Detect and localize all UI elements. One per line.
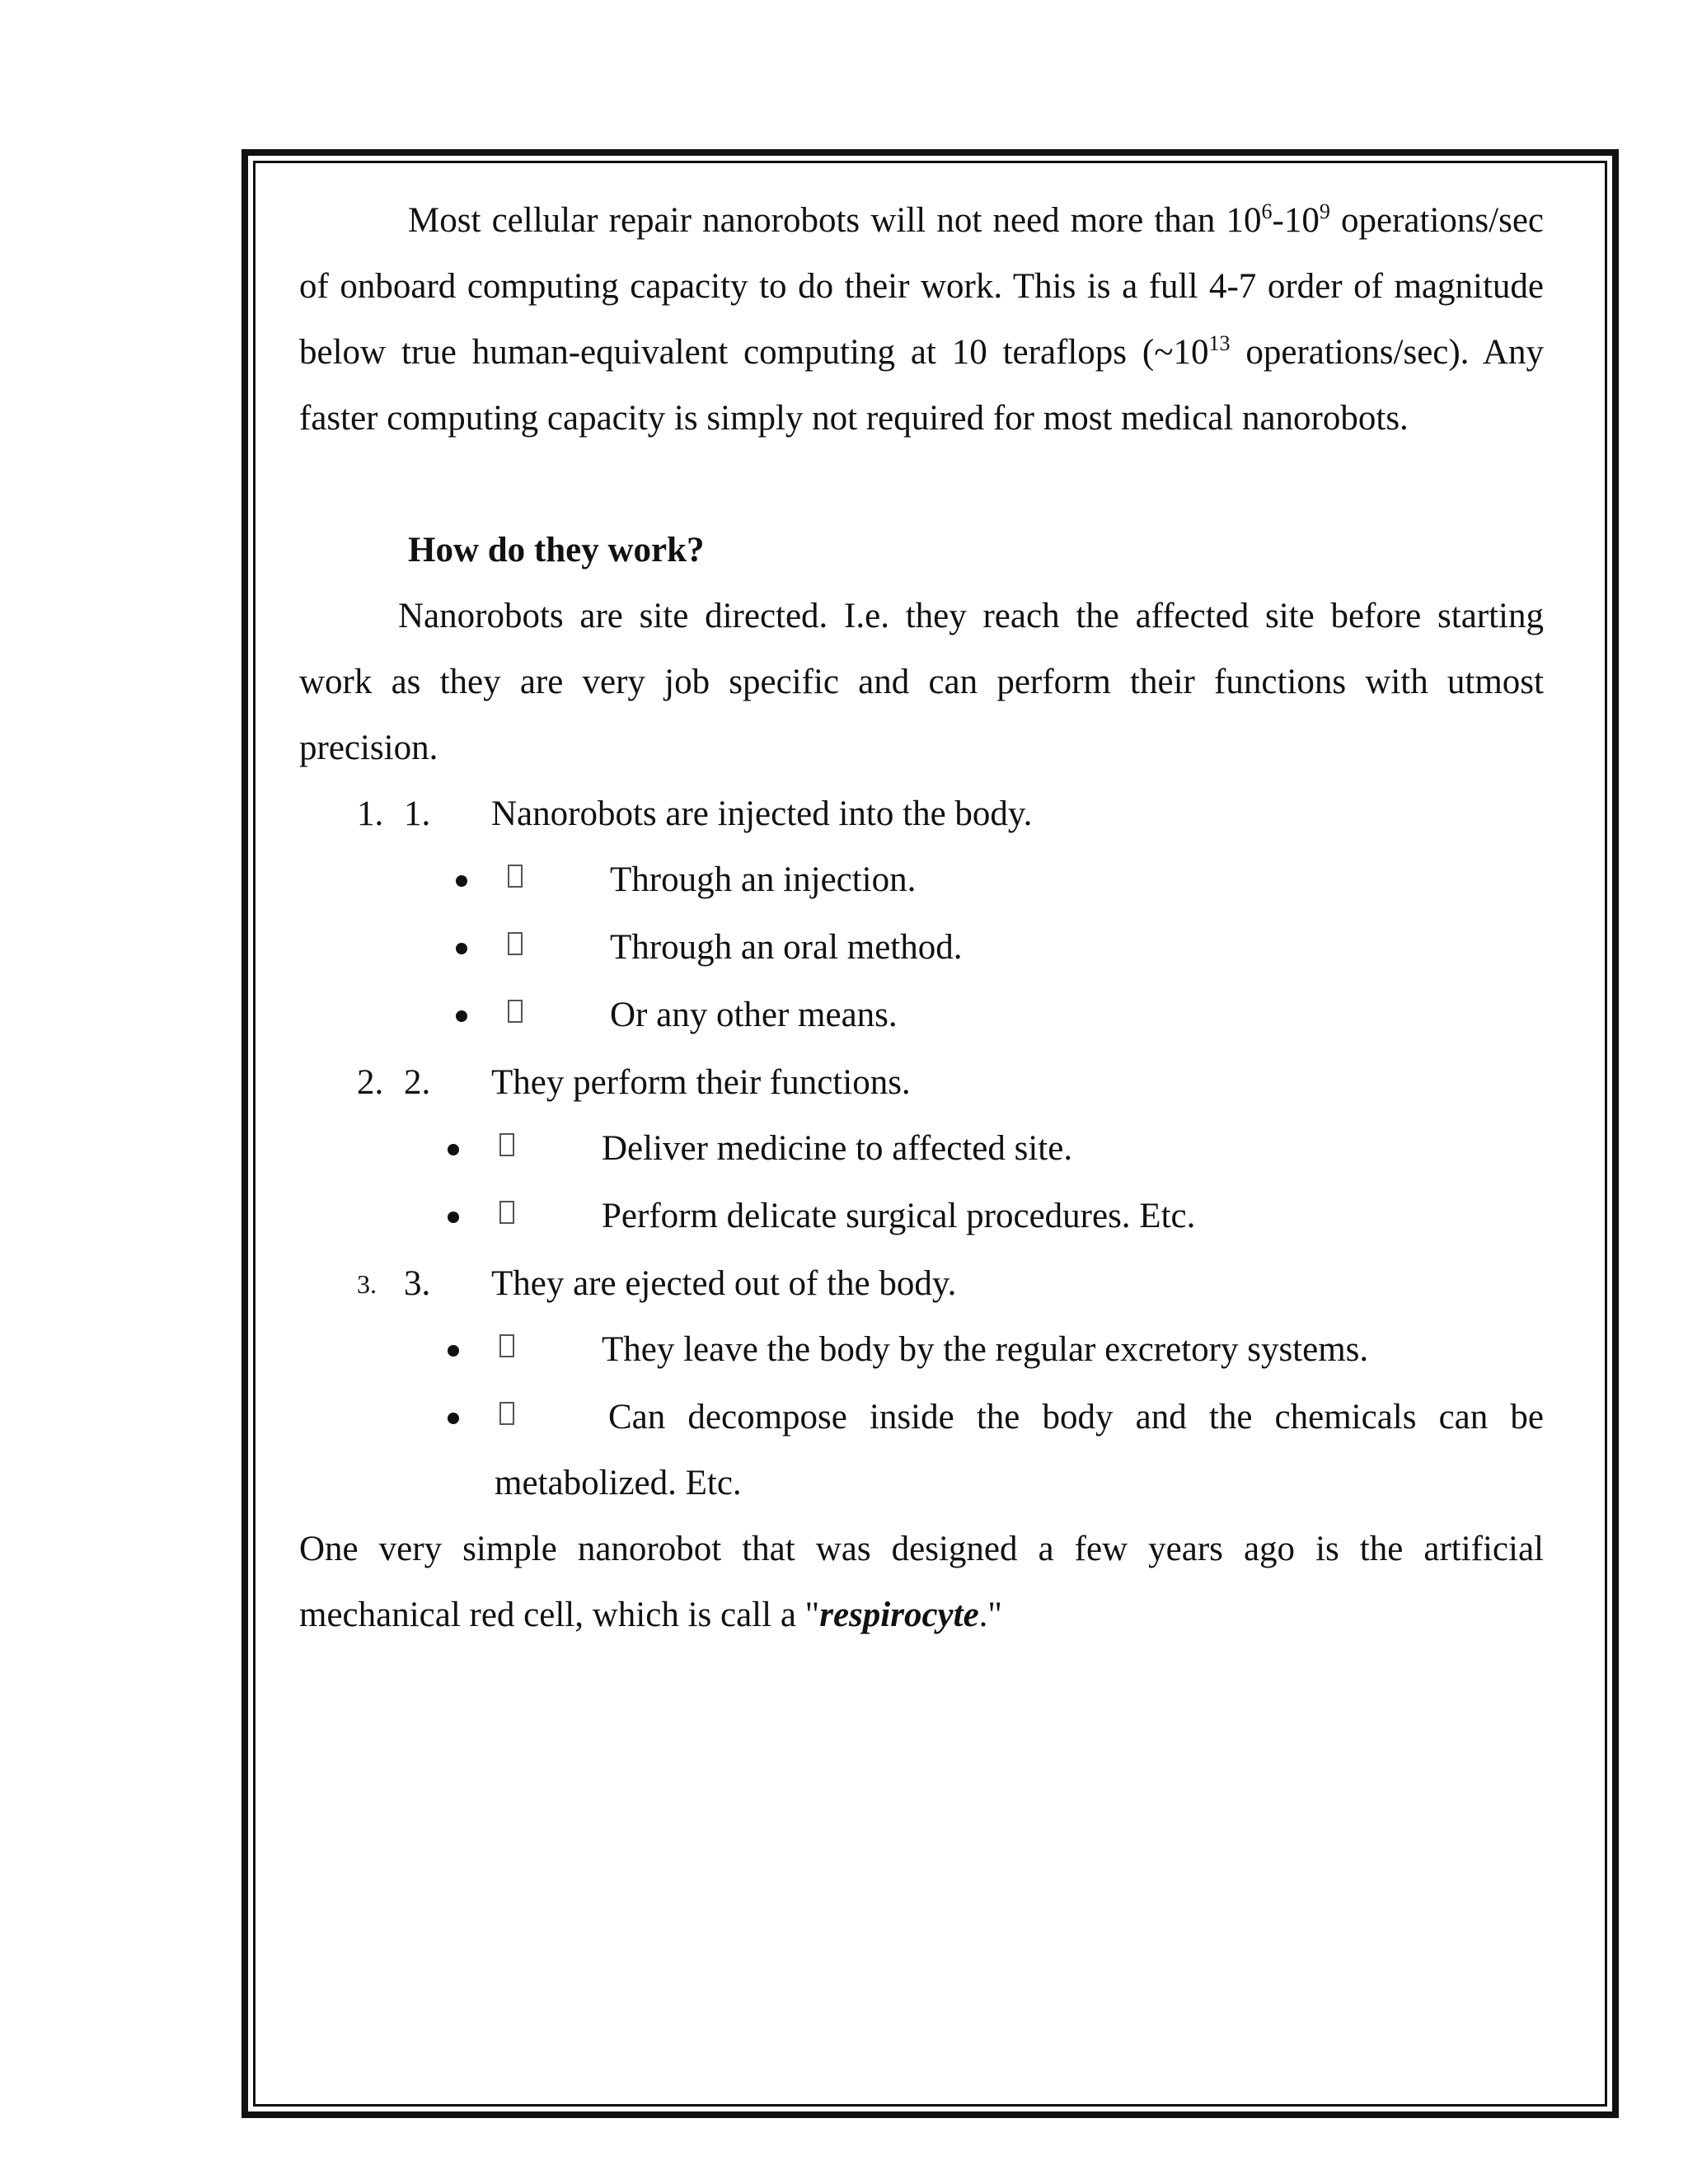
step-text: They are ejected out of the body. — [491, 1264, 957, 1303]
bullet-dot-icon — [456, 943, 467, 954]
intro-text-3: operations/sec of onboard computing capacity to do their work. This is a full 4-7 order of magnitude below true human-equivalent computing at 10 teraflops (~10 — [299, 201, 1544, 372]
bullet-dot-icon — [448, 1413, 459, 1424]
bullet-dot-icon — [448, 1212, 459, 1223]
bullet-dot-icon — [448, 1144, 459, 1155]
missing-glyph-icon — [508, 865, 523, 888]
bullet-item — [299, 1116, 1544, 1183]
superscript-exponent: 9 — [1319, 199, 1330, 223]
intro-text-4: operations/sec). Any faster computing capacity is simply not required for most medical nanorobots. — [299, 333, 1544, 438]
bullet-text: Or any other means. — [610, 996, 898, 1034]
bullet-item — [299, 847, 1544, 915]
bullet-item — [299, 915, 1544, 982]
bullet-text: Through an injection. — [610, 860, 917, 899]
bullet-item — [299, 982, 1544, 1050]
bullet-item — [299, 1385, 1544, 1516]
bullet-dot-icon — [456, 1010, 467, 1022]
bullet-text: Perform delicate surgical procedures. Etc. — [602, 1197, 1196, 1235]
step-item — [299, 781, 1544, 847]
step-item — [299, 1050, 1544, 1116]
closing-text-2: ." — [978, 1596, 1002, 1634]
bullet-dot-icon — [448, 1345, 459, 1357]
step-outer-number: 3. — [357, 1269, 377, 1299]
missing-glyph-icon — [499, 1402, 514, 1425]
intro-paragraph — [299, 188, 1544, 452]
bullet-item — [299, 1317, 1544, 1385]
missing-glyph-icon — [499, 1133, 514, 1156]
step-text: They perform their functions. — [491, 1063, 911, 1102]
intro-text-2: -10 — [1272, 201, 1320, 240]
emphasized-term: respirocyte — [819, 1596, 979, 1634]
missing-glyph-icon — [508, 932, 523, 955]
bullet-dot-icon — [456, 875, 467, 887]
bullet-item — [299, 1183, 1544, 1251]
section-heading: How do they work? — [408, 531, 705, 569]
missing-glyph-icon — [499, 1334, 514, 1357]
step-inner-number: 3. — [404, 1264, 431, 1303]
bullet-text: They leave the body by the regular excretory systems. — [602, 1330, 1369, 1369]
step-inner-number: 1. — [404, 794, 431, 833]
closing-paragraph — [299, 1516, 1544, 1648]
bullet-text: Can decompose inside the body and the chemicals can be metabolized. Etc. — [495, 1398, 1544, 1502]
step-inner-number: 2. — [404, 1063, 431, 1102]
blank-line — [299, 452, 1544, 518]
how-paragraph: Nanorobots are site directed. I.e. they reach the affected site before starting work as they are very job specific and can perform their functions with utmost precision. — [299, 597, 1544, 767]
step-item — [299, 1251, 1544, 1317]
document-body — [299, 188, 1544, 1648]
superscript-exponent: 13 — [1208, 331, 1231, 355]
bullet-text: Through an oral method. — [610, 928, 963, 967]
step-outer-number: 1. — [357, 794, 384, 833]
intro-text-1: Most cellular repair nanorobots will not need more than 10 — [408, 201, 1262, 240]
step-outer-number: 2. — [357, 1063, 384, 1102]
missing-glyph-icon — [499, 1201, 514, 1224]
bullet-text: Deliver medicine to affected site. — [602, 1129, 1073, 1168]
closing-text-1: One very simple nanorobot that was designed a few years ago is the artificial mechanical red cell, which is call a " — [299, 1530, 1544, 1634]
missing-glyph-icon — [508, 1000, 523, 1023]
superscript-exponent: 6 — [1261, 199, 1273, 223]
step-text: Nanorobots are injected into the body. — [491, 794, 1033, 833]
